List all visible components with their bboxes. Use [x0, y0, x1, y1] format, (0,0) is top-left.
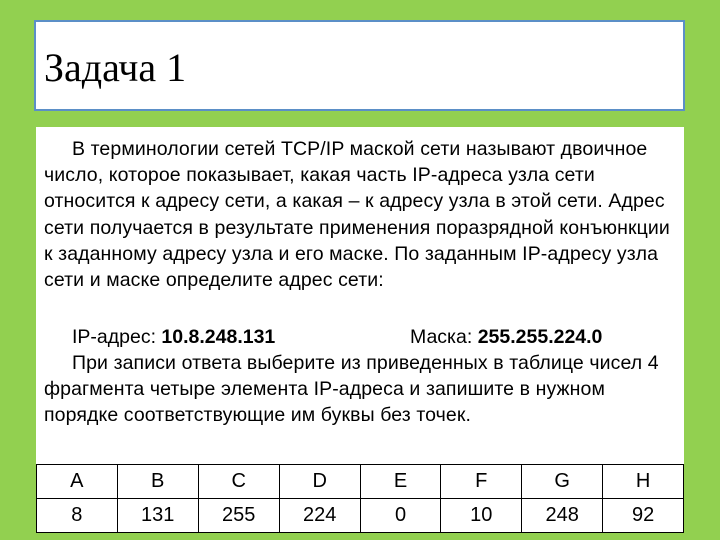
table-cell-letter: F	[441, 465, 522, 499]
ip-value: 10.8.248.131	[161, 326, 276, 348]
mask-group	[410, 324, 602, 350]
table-cell-number: 224	[279, 499, 360, 533]
title-box	[34, 20, 685, 111]
table-cell-number: 0	[360, 499, 441, 533]
table-row-letters	[37, 465, 684, 499]
table-cell-number: 92	[603, 499, 684, 533]
task-paragraph-intro-text: В терминологии сетей TCP/IP маской сети называют двоичное число, которое показывает, какая часть IP-адреса узла сети относится к адресу сети, а какая – к адресу узла в этой сети. Адрес сети получается в результате применения поразрядной конъюнкции к заданному адресу узла и его маске. По заданным IP-адресу узла сети и маске определите адрес сети:	[44, 138, 670, 292]
table-cell-letter: E	[360, 465, 441, 499]
task-paragraph-instructions-text: При записи ответа выберите из приведенных в таблице чисел 4 фрагмента четыре элемента IP-адреса и запишите в нужном порядке соответствующие им буквы без точек.	[44, 352, 659, 427]
table-cell-letter: C	[198, 465, 279, 499]
table-cell-letter: A	[37, 465, 118, 499]
table-cell-number: 131	[117, 499, 198, 533]
page-title: Задача 1	[44, 45, 187, 90]
table-row-numbers	[37, 499, 684, 533]
task-paragraph-intro	[44, 136, 680, 293]
mask-value: 255.255.224.0	[477, 326, 603, 348]
content-box	[36, 127, 684, 465]
table-cell-letter: H	[603, 465, 684, 499]
task-paragraph-instructions	[44, 350, 680, 429]
table-cell-number: 8	[37, 499, 118, 533]
mask-label: Маска:	[410, 326, 478, 348]
ip-label: IP-адрес:	[72, 326, 162, 348]
table-cell-letter: G	[522, 465, 603, 499]
table-cell-number: 10	[441, 499, 522, 533]
table-cell-letter: D	[279, 465, 360, 499]
answer-table	[36, 464, 684, 533]
table-cell-letter: B	[117, 465, 198, 499]
table-cell-number: 255	[198, 499, 279, 533]
table-cell-number: 248	[522, 499, 603, 533]
ip-mask-line	[44, 324, 680, 350]
